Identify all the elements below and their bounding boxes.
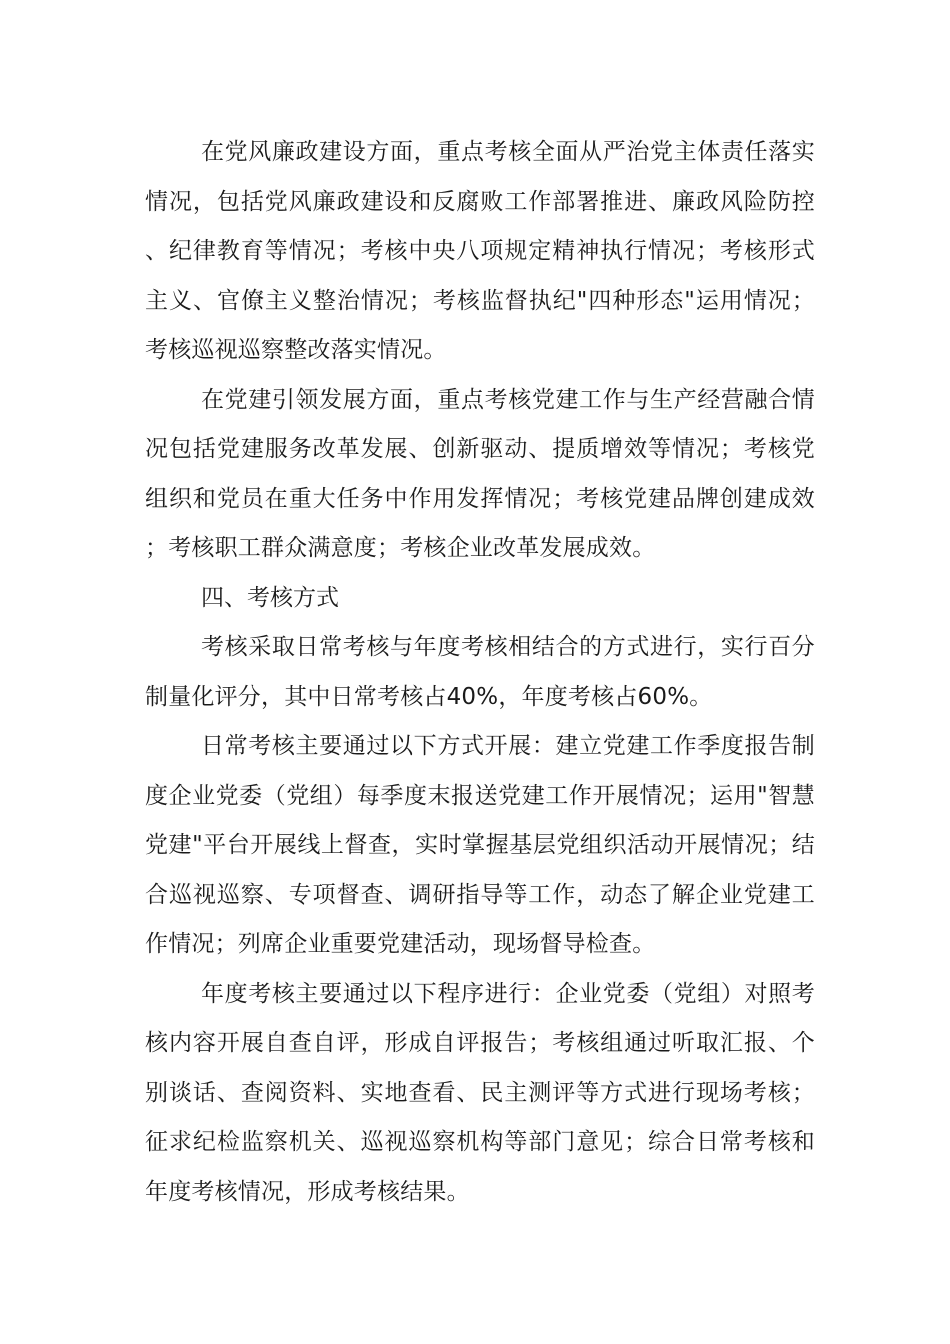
- paragraph-daily-assessment: 日常考核主要通过以下方式开展：建立党建工作季度报告制度企业党委（党组）每季度末报送党建工作开展情况；运用"智慧党建"平台开展线上督查，实时掌握基层党组织活动开展情况；结合巡视巡察、专项督查、调研指导等工作，动态了解企业党建工作情况；列席企业重要党建活动，现场督导检查。: [145, 733, 815, 957]
- paragraph-assessment-approach: 考核采取日常考核与年度考核相结合的方式进行，实行百分制量化评分，其中日常考核占40%，年度考核占60%。: [145, 634, 815, 710]
- paragraph-annual-assessment: 年度考核主要通过以下程序进行：企业党委（党组）对照考核内容开展自查自评，形成自评报告；考核组通过听取汇报、个别谈话、查阅资料、实地查看、民主测评等方式进行现场考核；征求纪检监察机关、巡视巡察机构等部门意见；综合日常考核和年度考核情况，形成考核结果。: [145, 980, 815, 1205]
- document-page: [145, 128, 815, 1217]
- paragraph-party-building-development: 在党建引领发展方面，重点考核党建工作与生产经营融合情况包括党建服务改革发展、创新驱动、提质增效等情况；考核党组织和党员在重大任务中作用发挥情况；考核党建品牌创建成效；考核职工群众满意度；考核企业改革发展成效。: [145, 386, 815, 561]
- section-heading-assessment-method: 四、考核方式: [201, 584, 339, 611]
- paragraph-party-conduct: 在党风廉政建设方面，重点考核全面从严治党主体责任落实情况，包括党风廉政建设和反腐败工作部署推进、廉政风险防控、纪律教育等情况；考核中央八项规定精神执行情况；考核形式主义、官僚主义整治情况；考核监督执纪"四种形态"运用情况；考核巡视巡察整改落实情况。: [145, 139, 815, 363]
